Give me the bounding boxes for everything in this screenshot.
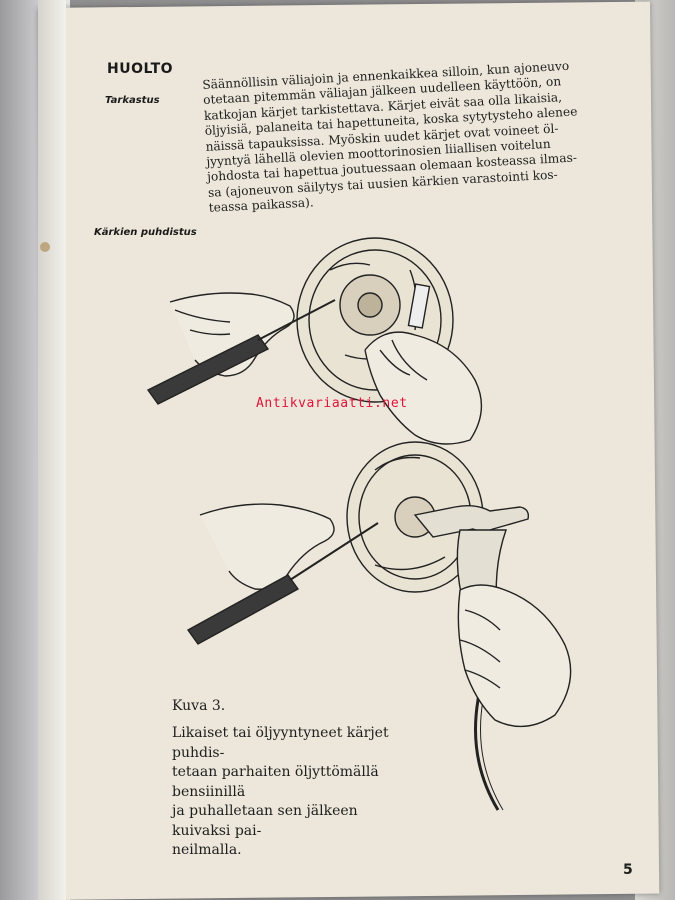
hand-holding-disc-upper bbox=[365, 332, 481, 444]
label-inspection: Tarkastus bbox=[105, 95, 160, 106]
hand-holding-gun bbox=[458, 585, 570, 726]
inspection-paragraph: Säännöllisin väliajoin ja ennenkaikkea silloin, kun ajoneuvo otetaan pitemmän väliajan jälkeen uudelleen käyttöön, on katkojan kärjet tarkistettava. Kärjet eivät saa olla likaisia, öljyisiä, palaneita tai hapettuneita, koska sytytysteho alenee näissä tapauksissa. Myöskin uudet kärjet ovat voineet öl- jyyntyä lähellä olevien moottorinosien liiallisen voitelun johdosta tai hapettua joutuessaan olemaan kosteassa ilmas- sa (ajoneuvon säilytys tai uusien kärkien varastointi kos- teassa paikassa). bbox=[202, 58, 578, 216]
paper-stain bbox=[40, 242, 50, 252]
figure-title: Kuva 3. bbox=[172, 698, 226, 714]
section-heading: HUOLTO bbox=[107, 61, 174, 77]
watermark: Antikvariaatti.net bbox=[256, 396, 408, 411]
label-point-cleaning: Kärkien puhdistus bbox=[94, 227, 197, 238]
page-binding-edge bbox=[38, 0, 66, 900]
figure-caption: Likaiset tai öljyyntyneet kärjet puhdis- tetaan parhaiten öljyttömällä bensiinillä ja puhalletaan sen jälkeen kuivaksi pai- neilmalla. bbox=[172, 725, 389, 858]
page-number: 5 bbox=[623, 862, 633, 878]
